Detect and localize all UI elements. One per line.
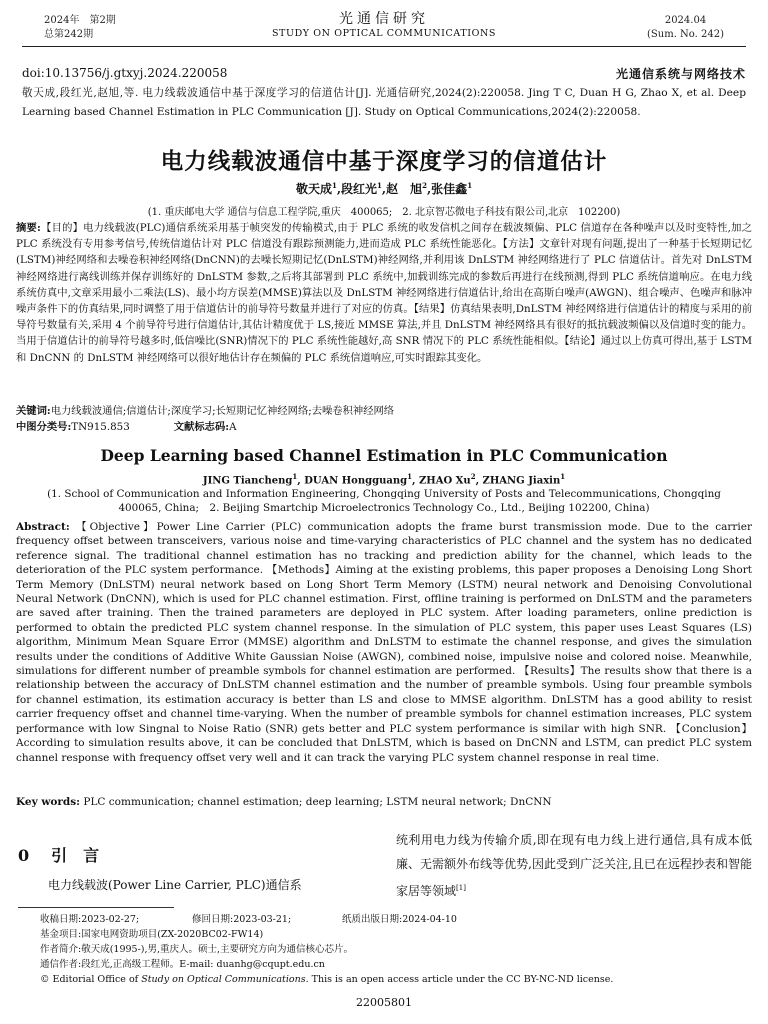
author-name-en: ZHANG Jiaxin — [482, 475, 561, 487]
author-affil-mark: 1 — [560, 472, 566, 481]
intro-right-text: 统利用电力线为传输介质,即在现有电力线上进行通信,具有成本低廉、无需额外布线等优势,因此受到广泛关注,且已在远程抄表和智能家居等领域 — [396, 833, 752, 898]
section-heading — [18, 843, 121, 866]
header-divider — [22, 46, 746, 47]
classification — [16, 420, 752, 435]
intro-left-column: 电力线载波(Power Line Carrier, PLC)通信系 — [48, 878, 302, 892]
author-affil-mark: 2 — [470, 472, 476, 481]
doc-code-label: 文献标志码: — [173, 421, 230, 433]
footnotes — [40, 912, 740, 987]
author-affil-mark: 1 — [292, 472, 298, 481]
paper-title-en: Deep Learning based Channel Estimation in PLC Communication — [100, 446, 668, 465]
affiliation: (1. 重庆邮电大学 通信与信息工程学院,重庆 400065; 2. 北京智芯微电子科技有限公司,北京 102200) — [147, 207, 621, 218]
header-date-line2: (Sum. No. 242) — [647, 29, 724, 40]
author-name-en: DUAN Hongguang — [304, 475, 408, 487]
corresponding-author: 通信作者:段红光,正高级工程师。E-mail: duanhg@cqupt.edu.cn — [40, 959, 325, 970]
author-bio: 作者简介:敬天成(1995-),男,重庆人。硕士,主要研究方向为通信核心芯片。 — [40, 944, 354, 955]
author-name-en: ZHAO Xu — [418, 475, 471, 487]
abstract-en — [16, 520, 752, 765]
copyright-notice — [40, 972, 740, 987]
revised-date: 修回日期:2023-03-21; — [192, 914, 292, 925]
abstract-en-text: 【Objective】Power Line Carrier (PLC) communication adopts the frame burst transmission mode. Due to the carrier frequency offset between transceivers, various noise and time-varying characteristics of PLC channel and the system has no dedicated reference signal. The traditional channel estimation has no tracking and prediction ability for the channel, which leads to the deterioration of the PLC system performance. 【Methods】Aiming at the existing problems, this paper proposes a Denoising Long Short Term Memory (DnLSTM) neural network based on Long Short Term Memory (LSTM) neural network and Denoising Convolutional Neural Network (DnCNN), which is used for PLC channel estimation. First, offline training is performed on DnLSTM and the parameters are saved after training. Then the trained parameters are deployed in PLC system. After loading parameters, online prediction is performed to obtain the predicted PLC system channel response. In the simulation of PLC system, this paper uses Least Squares (LS) algorithm, Minimum Mean Square Error (MMSE) algorithm and DnLSTM to estimate the channel response, and gives the simulation results under the conditions of Additive White Gaussian Noise (AWGN), combined noise, impulsive noise and colored noise. Meanwhile, simulations for different number of preamble symbols for channel estimation are performed. 【Results】The results show that there is a relationship between the accuracy of DnLSTM channel estimation and the number of preamble symbols. Using four preamble symbols for channel estimation, its estimation accuracy is better than LS and close to MMSE algorithm. DnLSTM has a good ability to resist carrier frequency offset and channel time-varying. When the number of preamble symbols for channel estimation increases, PLC system performance with low Singnal to Noise Ratio (SNR) gets better and PLC system performance is similar with high SNR. 【Conclusion】According to simulation results above, it can be concluded that DnLSTM, which is based on DnCNN and LSTM, can predict PLC system channel response with frequency offset very well and it can track the varying PLC system channel response in real time. — [16, 521, 752, 764]
header-issue-line2: 总第242期 — [44, 29, 94, 40]
author-affil-mark: 1 — [407, 472, 412, 481]
abstract-cn — [16, 220, 752, 366]
copyright-post: . This is an open access article under the CC BY-NC-ND license. — [305, 974, 614, 985]
funding: 基金项目:国家电网资助项目(ZX-2020BC02-FW14) — [40, 929, 264, 940]
keywords-cn-label: 关键词: — [16, 405, 51, 417]
author-name: 张佳鑫 — [431, 182, 468, 196]
footnote-divider — [18, 907, 174, 908]
footnote-dates — [40, 912, 740, 927]
header-issue-line1: 2024年 第2期 — [44, 15, 116, 26]
abstract-cn-text: 【目的】电力线载波(PLC)通信系统采用基于帧突发的传输模式,由于 PLC 系统的收发信机之间存在载波频偏、PLC 信道存在各种噪声以及时变特性,加之 PLC 系统没有专用参考信号,传统信道估计对 PLC 信道没有跟踪预测能力,进而造成 PLC 系统性能恶化。【方法】文章针对现有问题,提出了一种基于长短期记忆(LSTM)神经网络和去噪卷积神经网络(DnCNN)的去噪长短期记忆(DnLSTM)神经网络,并利用该 DnLSTM 神经网络进行了 PLC 信道估计。首先对 DnLSTM 神经网络进行离线训练并保存训练好的 DnLSTM 参数,之后将其部署到 PLC 系统中,加载训练完成的参数后再进行在线预测,得到 PLC 系统信道响应。在电力线系统仿真中,文章采用最小二乘法(LS)、最小均方误差(MMSE)算法以及 DnLSTM 神经网络进行信道估计,给出在高斯白噪声(AWGN)、组合噪声、色噪声和脉冲噪声条件下的仿真结果,同时调整了用于信道估计的前导符号数量并进行了对应的仿真。【结果】仿真结果表明,DnLSTM 神经网络进行信道估计的精度与采用的前导符号数量有关,采用 4 个前导符号进行信道估计,其估计精度优于 LS,接近 MMSE 算法,并且 DnLSTM 神经网络具有很好的抵抗载波频偏以及信道时变的能力。当用于信道估计的前导符号越多时,低信噪比(SNR)情况下的 PLC 系统性能越好,高 SNR 情况下的 PLC 系统性能相似。【结论】通过以上仿真可得出,基于 LSTM 和 DnCNN 的 DnLSTM 神经网络可以很好地估计存在频偏的 PLC 系统信道响应,可实时跟踪其变化。 — [16, 222, 752, 364]
header-date — [647, 14, 724, 42]
journal-name-en: STUDY ON OPTICAL COMMUNICATIONS — [271, 28, 497, 39]
keywords-cn-text: 电力线载波通信;信道估计;深度学习;长短期记忆神经网络;去噪卷积神经网络 — [50, 405, 395, 417]
keywords-en-label: Key words: — [16, 796, 81, 808]
abstract-cn-label: 摘要: — [16, 222, 41, 234]
copyright-pre: © Editorial Office of — [40, 974, 142, 985]
author-name: 敬天成 — [295, 182, 332, 196]
keywords-cn — [16, 404, 752, 419]
keywords-en-text: PLC communication; channel estimation; deep learning; LSTM neural network; DnCNN — [83, 796, 552, 808]
clc-label: 中图分类号: — [16, 421, 72, 433]
author-affil-mark: 2 — [422, 181, 427, 190]
author-affil-mark: 1 — [377, 181, 382, 190]
author-list-en: JING Tiancheng$^1$, DUAN Hongguang$^1$, ZHAO Xu$^2$, ZHANG Jiaxin$^1$ — [202, 472, 566, 487]
author-name-en: JING Tiancheng — [202, 475, 293, 487]
citation: 敬天成,段红光,赵旭,等. 电力线载波通信中基于深度学习的信道估计[J]. 光通信研究,2024(2):220058. Jing T C, Duan H G, Zhao X, et al. Deep Learning based Channel Estimation in PLC Communication [J]. Study on Optical Communications,2024(2):220058. — [22, 87, 746, 118]
section-number: 0 — [18, 846, 30, 865]
paper-title: 电力线载波通信中基于深度学习的信道估计 — [160, 149, 608, 175]
section-title: 引 言 — [51, 846, 100, 865]
affiliation-en: (1. School of Communication and Information Engineering, Chongqing University of Posts and Telecommunications, Chongqing 400065, China; 2. Beijing Smartchip Microelectronics Technology Co., Ltd., Beijing 102200, China) — [47, 488, 721, 514]
column-tag: 光通信系统与网络技术 — [615, 67, 746, 81]
page-number: 22005801 — [356, 996, 412, 1009]
published-date: 纸质出版日期:2024-04-10 — [342, 914, 457, 925]
author-affil-mark: 1 — [331, 181, 337, 190]
doi: doi:10.13756/j.gtxyj.2024.220058 — [22, 66, 228, 80]
keywords-en — [16, 795, 752, 809]
author-name: 段红光 — [341, 182, 378, 196]
copyright-journal: Study on Optical Communications — [141, 974, 306, 985]
received-date: 收稿日期:2023-02-27; — [40, 914, 140, 925]
reference-mark[interactable]: [1] — [456, 884, 466, 892]
author-name: 赵 旭 — [386, 182, 423, 196]
journal-name-cn: 光通信研究 — [339, 11, 429, 27]
doc-code-value: A — [229, 421, 237, 433]
author-list: 敬天成$^1$,段红光$^1$,赵 旭$^2$,张佳鑫$^1$ — [295, 181, 473, 196]
author-affil-mark: 1 — [467, 181, 473, 190]
abstract-en-label: Abstract: — [16, 521, 70, 533]
header-date-line1: 2024.04 — [664, 15, 707, 26]
intro-right-column — [396, 828, 752, 903]
clc-value: TN915.853 — [71, 421, 130, 433]
